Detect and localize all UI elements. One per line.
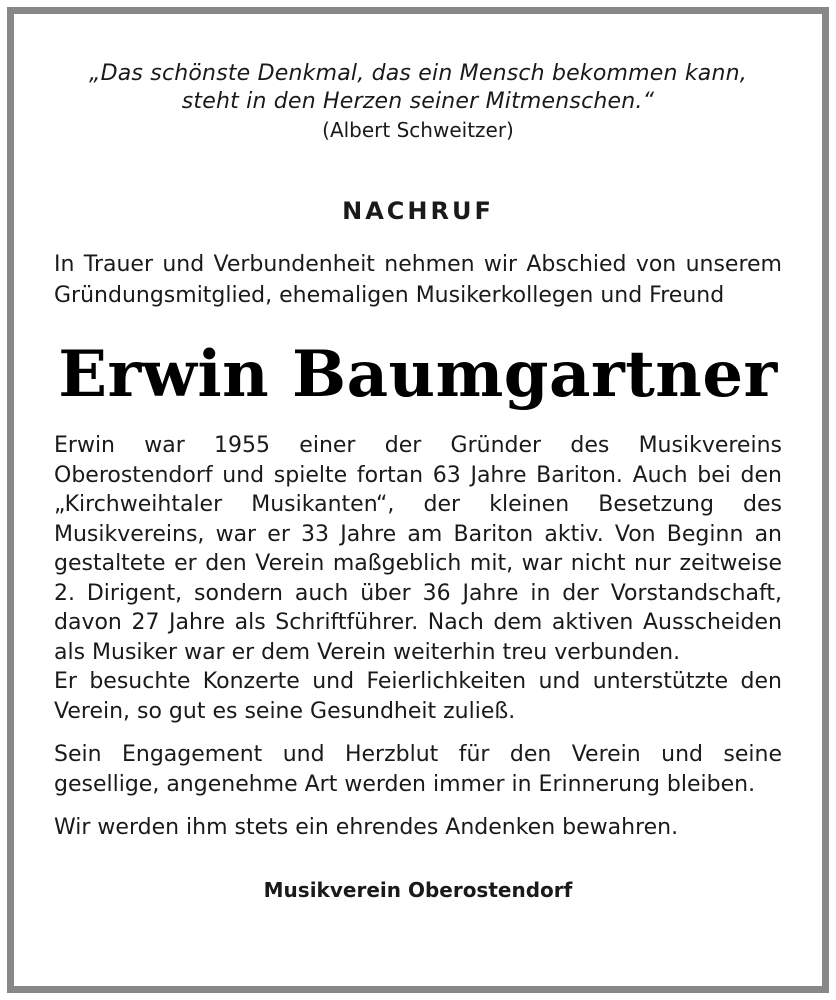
paragraph-later-years: Er besuchte Konzerte und Feierlichkeiten und unterstützte den Verein, so gut es seine Gesundheit zuließ. xyxy=(54,669,782,724)
obituary-heading: NACHRUF xyxy=(342,197,494,225)
paragraph-remembrance: Wir werden ihm stets ein ehrendes Andenken bewahren. xyxy=(54,815,679,840)
obituary-frame xyxy=(7,7,829,993)
paragraph-biography: Erwin war 1955 einer der Gründer des Musikvereins Oberostendorf und spielte fortan 63 Jahre Bariton. Auch bei den „Kirchweihtaler Musikanten“, der kleinen Besetzung des Musikvereins, war er 33 Jahre am Bariton aktiv. Von Beginn an gestaltete er den Verein maßgeblich mit, war nicht nur zeitweise 2. Dirigent, sondern auch über 36 Jahre in der Vorstandschaft, davon 27 Jahre als Schriftführer. Nach dem aktiven Ausscheiden als Musiker war er dem Verein weiterhin treu verbunden. xyxy=(54,433,782,665)
obituary-body xyxy=(54,431,782,843)
deceased-name: Erwin Baumgartner xyxy=(58,337,778,412)
signature: Musikverein Oberostendorf xyxy=(263,877,573,902)
quote-line-1: „Das schönste Denkmal, das ein Mensch bekommen kann, xyxy=(89,61,747,86)
paragraph-engagement: Sein Engagement und Herzblut für den Verein und seine gesellige, angenehme Art werden immer in Erinnerung bleiben. xyxy=(54,742,782,797)
quote-author: (Albert Schweitzer) xyxy=(322,118,514,142)
quote-line-2: steht in den Herzen seiner Mitmenschen.“ xyxy=(181,89,655,114)
intro-text: In Trauer und Verbundenheit nehmen wir Abschied von unserem Gründungsmitglied, ehemaligen Musikerkollegen und Freund xyxy=(54,252,782,308)
quote xyxy=(54,60,782,116)
obituary-content xyxy=(54,60,782,904)
